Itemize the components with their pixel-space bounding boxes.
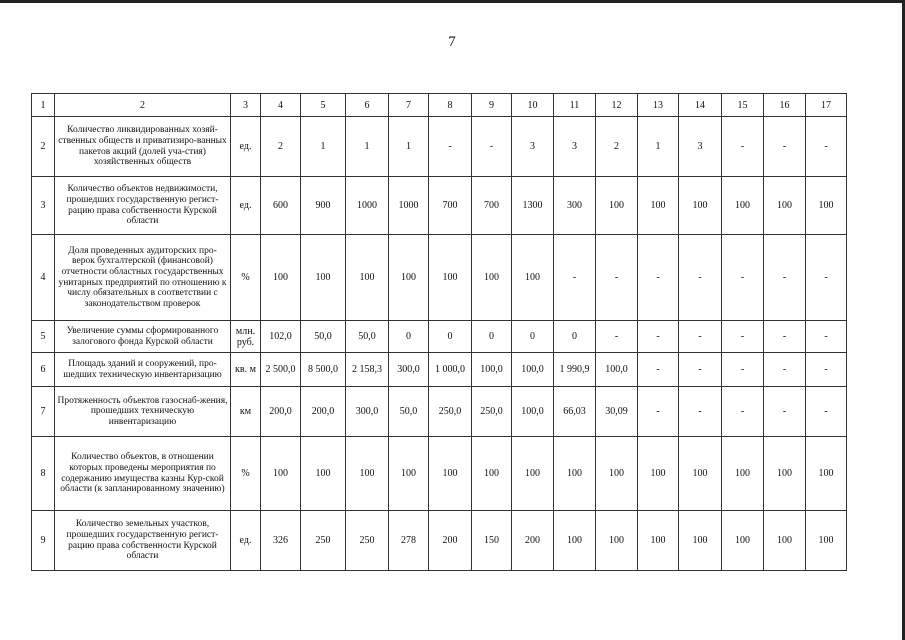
row-number-cell: 6: [32, 353, 55, 387]
value-cell: -: [679, 353, 722, 387]
value-cell: 100: [596, 437, 638, 511]
value-cell: 1: [638, 117, 679, 177]
value-cell: -: [554, 235, 596, 321]
value-cell: 200: [429, 511, 472, 571]
value-cell: 100: [596, 177, 638, 235]
value-cell: 100: [722, 177, 764, 235]
value-cell: 100: [596, 511, 638, 571]
value-cell: 100,0: [472, 353, 512, 387]
value-cell: 1: [346, 117, 389, 177]
value-cell: 250: [301, 511, 346, 571]
value-cell: 3: [554, 117, 596, 177]
value-cell: 100: [261, 437, 301, 511]
value-cell: 1 000,0: [429, 353, 472, 387]
unit-cell: км: [231, 387, 261, 437]
value-cell: 700: [472, 177, 512, 235]
value-cell: 100: [679, 511, 722, 571]
value-cell: 2 158,3: [346, 353, 389, 387]
value-cell: 100: [722, 437, 764, 511]
value-cell: -: [638, 353, 679, 387]
value-cell: 100,0: [512, 353, 554, 387]
value-cell: 30,09: [596, 387, 638, 437]
indicator-description-cell: Площадь зданий и сооружений, про-шедших техническую инвентаризацию: [55, 353, 231, 387]
value-cell: 600: [261, 177, 301, 235]
value-cell: 100: [554, 511, 596, 571]
value-cell: 250,0: [472, 387, 512, 437]
indicator-description-cell: Увеличение суммы сформированного залогового фонда Курской области: [55, 321, 231, 353]
value-cell: -: [722, 387, 764, 437]
column-number-header: 5: [301, 94, 346, 117]
table-row: [32, 117, 847, 177]
value-cell: -: [722, 117, 764, 177]
value-cell: 100: [512, 235, 554, 321]
indicator-description-cell: Количество ликвидированных хозяй-ственных обществ и приватизиро-ванных пакетов акций (долей уча-стия) хозяйственных обществ: [55, 117, 231, 177]
value-cell: -: [638, 387, 679, 437]
value-cell: 50,0: [346, 321, 389, 353]
value-cell: 300: [554, 177, 596, 235]
column-number-header: 4: [261, 94, 301, 117]
indicator-description-cell: Количество земельных участков, прошедших государственную регист-рацию права собственности Курской области: [55, 511, 231, 571]
value-cell: 2: [261, 117, 301, 177]
value-cell: -: [679, 387, 722, 437]
value-cell: 1000: [389, 177, 429, 235]
value-cell: 100: [429, 235, 472, 321]
value-cell: -: [722, 353, 764, 387]
value-cell: 150: [472, 511, 512, 571]
value-cell: 3: [512, 117, 554, 177]
value-cell: 2: [596, 117, 638, 177]
value-cell: 100: [806, 177, 847, 235]
value-cell: 3: [679, 117, 722, 177]
unit-cell: ед.: [231, 177, 261, 235]
value-cell: 100: [638, 437, 679, 511]
value-cell: 100: [679, 177, 722, 235]
value-cell: 100: [346, 437, 389, 511]
value-cell: -: [429, 117, 472, 177]
value-cell: 100: [806, 437, 847, 511]
value-cell: 200,0: [301, 387, 346, 437]
value-cell: 100: [554, 437, 596, 511]
value-cell: 300,0: [389, 353, 429, 387]
unit-cell: %: [231, 235, 261, 321]
value-cell: -: [722, 235, 764, 321]
row-number-cell: 3: [32, 177, 55, 235]
column-number-header: 15: [722, 94, 764, 117]
row-number-cell: 4: [32, 235, 55, 321]
value-cell: -: [764, 321, 806, 353]
value-cell: 100: [638, 511, 679, 571]
value-cell: -: [764, 117, 806, 177]
column-number-header: 17: [806, 94, 847, 117]
value-cell: 100: [472, 235, 512, 321]
value-cell: 100: [346, 235, 389, 321]
value-cell: 100: [429, 437, 472, 511]
header-row: [32, 94, 847, 117]
value-cell: -: [806, 321, 847, 353]
value-cell: 50,0: [389, 387, 429, 437]
table-row: [32, 511, 847, 571]
table-row: [32, 437, 847, 511]
value-cell: 100: [638, 177, 679, 235]
row-number-cell: 8: [32, 437, 55, 511]
unit-cell: ед.: [231, 511, 261, 571]
value-cell: 8 500,0: [301, 353, 346, 387]
value-cell: 100: [722, 511, 764, 571]
value-cell: 0: [429, 321, 472, 353]
value-cell: 100,0: [596, 353, 638, 387]
indicator-description-cell: Протяженность объектов газоснаб-жения, прошедших техническую инвентаризацию: [55, 387, 231, 437]
value-cell: -: [638, 235, 679, 321]
column-number-header: 7: [389, 94, 429, 117]
value-cell: 100: [679, 437, 722, 511]
table-body: [32, 94, 847, 571]
value-cell: 0: [389, 321, 429, 353]
column-number-header: 3: [231, 94, 261, 117]
value-cell: 1: [301, 117, 346, 177]
value-cell: 250,0: [429, 387, 472, 437]
value-cell: 100: [301, 235, 346, 321]
column-number-header: 1: [32, 94, 55, 117]
indicators-table: [31, 93, 847, 571]
value-cell: -: [596, 321, 638, 353]
value-cell: 100: [806, 511, 847, 571]
value-cell: -: [764, 353, 806, 387]
row-number-cell: 9: [32, 511, 55, 571]
value-cell: 1: [389, 117, 429, 177]
value-cell: 200,0: [261, 387, 301, 437]
value-cell: 100: [764, 437, 806, 511]
value-cell: 50,0: [301, 321, 346, 353]
value-cell: -: [764, 235, 806, 321]
column-number-header: 8: [429, 94, 472, 117]
value-cell: 100: [764, 511, 806, 571]
row-number-cell: 7: [32, 387, 55, 437]
column-number-header: 12: [596, 94, 638, 117]
value-cell: -: [596, 235, 638, 321]
table-row: [32, 235, 847, 321]
value-cell: -: [679, 321, 722, 353]
value-cell: -: [806, 353, 847, 387]
value-cell: 100: [389, 235, 429, 321]
column-number-header: 6: [346, 94, 389, 117]
value-cell: 250: [346, 511, 389, 571]
value-cell: 0: [472, 321, 512, 353]
value-cell: -: [472, 117, 512, 177]
indicator-description-cell: Доля проведенных аудиторских про-верок бухгалтерской (финансовой) отчетности областных государственных унитарных предприятий по отношению к числу обязательных в соответствии с законодательством проверок: [55, 235, 231, 321]
value-cell: -: [679, 235, 722, 321]
value-cell: -: [806, 117, 847, 177]
unit-cell: млн. руб.: [231, 321, 261, 353]
value-cell: 900: [301, 177, 346, 235]
value-cell: -: [638, 321, 679, 353]
value-cell: 2 500,0: [261, 353, 301, 387]
value-cell: -: [806, 387, 847, 437]
unit-cell: %: [231, 437, 261, 511]
column-number-header: 2: [55, 94, 231, 117]
table-row: [32, 177, 847, 235]
column-number-header: 14: [679, 94, 722, 117]
table-row: [32, 353, 847, 387]
value-cell: 1000: [346, 177, 389, 235]
value-cell: 100,0: [512, 387, 554, 437]
row-number-cell: 5: [32, 321, 55, 353]
value-cell: 0: [554, 321, 596, 353]
value-cell: 1300: [512, 177, 554, 235]
value-cell: 100: [261, 235, 301, 321]
indicator-description-cell: Количество объектов недвижимости, прошедших государственную регист-рацию права собственности Курской области: [55, 177, 231, 235]
value-cell: 102,0: [261, 321, 301, 353]
value-cell: 100: [512, 437, 554, 511]
value-cell: 200: [512, 511, 554, 571]
page-number: 7: [448, 34, 456, 50]
value-cell: -: [764, 387, 806, 437]
value-cell: 100: [301, 437, 346, 511]
column-number-header: 11: [554, 94, 596, 117]
value-cell: 0: [512, 321, 554, 353]
table-row: [32, 321, 847, 353]
column-number-header: 10: [512, 94, 554, 117]
row-number-cell: 2: [32, 117, 55, 177]
column-number-header: 9: [472, 94, 512, 117]
column-number-header: 16: [764, 94, 806, 117]
unit-cell: кв. м: [231, 353, 261, 387]
table-row: [32, 387, 847, 437]
value-cell: -: [806, 235, 847, 321]
value-cell: 278: [389, 511, 429, 571]
value-cell: 700: [429, 177, 472, 235]
indicator-description-cell: Количество объектов, в отношении которых проведены мероприятия по содержанию имущества казны Кур-ской области (к запланированному значению): [55, 437, 231, 511]
value-cell: -: [722, 321, 764, 353]
top-edge-line: [0, 0, 905, 3]
value-cell: 100: [389, 437, 429, 511]
value-cell: 66,03: [554, 387, 596, 437]
value-cell: 100: [472, 437, 512, 511]
column-number-header: 13: [638, 94, 679, 117]
value-cell: 300,0: [346, 387, 389, 437]
unit-cell: ед.: [231, 117, 261, 177]
value-cell: 1 990,9: [554, 353, 596, 387]
value-cell: 326: [261, 511, 301, 571]
value-cell: 100: [764, 177, 806, 235]
